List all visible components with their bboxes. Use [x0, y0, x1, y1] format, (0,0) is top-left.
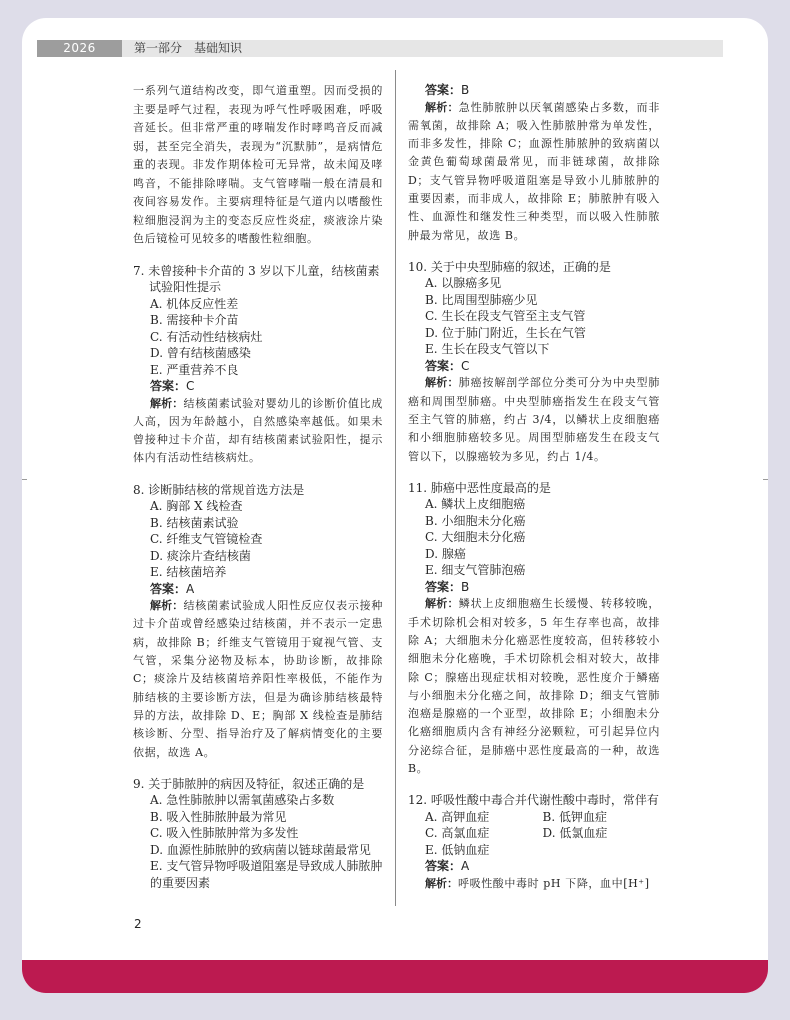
option: C. 高氯血症: [425, 826, 490, 841]
option: A. 机体反应性差: [150, 296, 239, 311]
question-block: [408, 480, 660, 778]
answer-line: [408, 579, 660, 596]
question-block: [408, 792, 660, 893]
option-row: [408, 825, 660, 842]
option: C. 生长在段支气管至主支气管: [425, 309, 586, 324]
option: C. 有活动性结核病灶: [150, 329, 263, 344]
spacer: [133, 249, 383, 263]
right-column: [408, 82, 660, 893]
question-block: [133, 482, 383, 762]
option: B. 结核菌素试验: [150, 515, 239, 530]
option: D. 低氯血症: [542, 826, 608, 841]
option-row: [408, 809, 660, 826]
question-stem: 7. 未曾接种卡介苗的 3 岁以下儿童，结核菌素试验阳性提示: [133, 263, 380, 294]
option: E. 细支气管肺泡癌: [425, 563, 526, 578]
spacer: [133, 468, 383, 482]
answer-line: [133, 581, 383, 598]
option: B. 比周围型肺癌少见: [425, 292, 538, 307]
question-stem: 8. 诊断肺结核的常规首选方法是: [133, 482, 305, 497]
part-title: 第一部分 基础知识: [134, 41, 243, 55]
answer-label: 答案：: [150, 581, 187, 596]
option: D. 腺癌: [425, 546, 466, 561]
analysis-text: [408, 99, 660, 245]
answer-block: [408, 82, 660, 245]
answer-label: 答案：: [425, 358, 462, 373]
bottom-color-band: [22, 960, 768, 993]
analysis-text: [133, 597, 383, 762]
option: B. 需接种卡介苗: [150, 313, 239, 327]
analysis-body: 呼吸性酸中毒时 pH 下降，血中[H⁺]: [458, 876, 650, 890]
answer-line: [408, 82, 660, 99]
answer-label: 答案：: [425, 859, 462, 874]
answer-line: [408, 358, 660, 375]
answer-line: [133, 378, 383, 395]
answer-line: [408, 858, 660, 875]
margin-tick: [763, 479, 768, 480]
analysis-body: 鳞状上皮细胞癌生长缓慢、转移较晚，手术切除机会相对较多，5 年生存率也高，故排除 A；大细胞未分化癌恶性度较高，但转移较小细胞未分化癌晚，手术切除机会相对较大，故排除 C；腺癌出现症状相对较晚，恶性度介于鳞癌与小细胞未分化癌之间，故排除 D；细支气管肺泡癌是腺癌的一个亚型，故排除 E；小细胞未分化癌细胞质内含有神经分泌颗粒，可引起异位内分泌综合征，是肺癌中恶性度最高的一种，故选 B。: [408, 597, 661, 776]
analysis-body: 急性肺脓肿以厌氧菌感染占多数，而非需氧菌，故排除 A；吸入性肺脓肿常为单发性，而非多发性，排除 C；血源性肺脓肿的致病菌以金黄色葡萄球菌最常见，而非链球菌，故排除 D；支气管异物呼吸道阻塞是导致小儿肺脓肿的重要因素，而非成人，故排除 E；肺脓肿有吸入性、血源性和继发性三种类型，而以吸入性肺脓肿最为常见，故选 B。: [408, 100, 661, 242]
spacer: [408, 466, 660, 480]
analysis-body: 结核菌素试验成人阳性反应仅表示接种过卡介苗或曾经感染过结核菌，并不表示一定患病，故排除 B；纤维支气管镜用于窥视气管、支气管，采集分泌物及标本，协助诊断，故排除 C；痰涂片及结核菌培养阳性率极低，不能作为肺结核的主要诊断方法，但是为确诊肺结核最特异的方法，故排除 D、E；胸部 X 线检查是肺结核诊断、分型、指导治疗及了解病情变化的主要依据，故选 A。: [133, 599, 384, 759]
answer-label: 答案：: [150, 379, 187, 393]
option: D. 位于肺门附近，生长在气管: [425, 325, 586, 340]
option: A. 胸部 X 线检查: [150, 499, 243, 514]
analysis-text: [408, 595, 660, 778]
answer-value: A: [461, 859, 470, 874]
option: E. 生长在段支气管以下: [425, 342, 550, 357]
continued-paragraph: 一系列气道结构改变，即气道重塑。因而受损的主要是呼气过程，表现为呼气性呼吸困难，呼吸音延长。但非常严重的哮喘发作时哮鸣音反而减弱，甚至完全消失，表现为“沉默肺”，是病情危重的表现。非发作期体检可无异常，故未闻及哮鸣音，不能排除哮喘。支气管哮喘一般在清晨和夜间容易发作。主要病理特征是气道内以嗜酸性粒细胞浸润为主的变态反应性炎症，痰液涂片染色后镜检可见较多的嗜酸性粒细胞。: [133, 84, 383, 245]
option: A. 以腺癌多见: [425, 276, 502, 291]
option: D. 曾有结核菌感染: [150, 346, 251, 360]
question-stem: 11. 肺癌中恶性度最高的是: [408, 480, 551, 495]
answer-value: A: [186, 581, 195, 596]
answer-value: C: [186, 379, 195, 393]
option: A. 急性肺脓肿以需氧菌感染占多数: [150, 793, 335, 808]
question-stem: 10. 关于中央型肺癌的叙述，正确的是: [408, 259, 611, 274]
analysis-label: 解析：: [425, 376, 459, 390]
option: E. 结核菌培养: [150, 565, 227, 580]
analysis-label: 解析：: [425, 100, 459, 114]
answer-label: 答案：: [425, 579, 462, 594]
spacer: [408, 778, 660, 792]
answer-value: B: [461, 83, 470, 97]
option: E. 低钠血症: [425, 842, 490, 857]
analysis-body: 肺癌按解剖学部位分类可分为中央型肺癌和周围型肺癌。中央型肺癌指发生在段支气管至主气管的肺癌，约占 3/4，以鳞状上皮细胞癌和小细胞肺癌较多见。周围型肺癌发生在段支气管以下，以腺癌较为多见，约占 1/4。: [408, 376, 661, 463]
question-block: [408, 259, 660, 466]
page-number: 2: [134, 917, 142, 931]
option: C. 大细胞未分化癌: [425, 530, 526, 545]
answer-label: 答案：: [425, 83, 462, 97]
question-block: [133, 263, 383, 468]
option: C. 吸入性肺脓肿常为多发性: [150, 826, 299, 841]
spacer: [408, 245, 660, 259]
answer-value: C: [461, 358, 470, 373]
analysis-label: 解析：: [150, 396, 184, 410]
option: D. 痰涂片查结核菌: [150, 548, 251, 563]
option: B. 小细胞未分化癌: [425, 513, 526, 528]
question-block: [133, 776, 383, 892]
analysis-label: 解析：: [425, 876, 458, 890]
option: A. 鳞状上皮细胞癌: [425, 497, 526, 512]
option: C. 纤维支气管镜检查: [150, 532, 263, 547]
option: D. 血源性肺脓肿的致病菌以链球菌最常见: [150, 842, 371, 857]
spacer: [133, 762, 383, 776]
left-column: [133, 82, 383, 891]
margin-tick: [22, 479, 27, 480]
column-divider: [395, 70, 396, 906]
analysis-text: [408, 875, 660, 893]
option: E. 严重营养不良: [150, 362, 239, 377]
analysis-text: [133, 395, 383, 468]
analysis-label: 解析：: [425, 597, 459, 611]
year-label: 2026: [37, 40, 122, 57]
question-stem: 12. 呼吸性酸中毒合并代谢性酸中毒时，常伴有: [408, 793, 659, 808]
option: B. 吸入性肺脓肿最为常见: [150, 809, 287, 824]
question-stem: 9. 关于肺脓肿的病因及特征，叙述正确的是: [133, 776, 365, 791]
analysis-text: [408, 374, 660, 465]
option: E. 支气管异物呼吸道阻塞是导致成人肺脓肿的重要因素: [150, 859, 383, 890]
answer-value: B: [461, 579, 470, 594]
analysis-body: 结核菌素试验对婴幼儿的诊断价值比成人高，因为年龄越小，自然感染率越低。如果未曾接种过卡介苗，却有结核菌素试验阳性，提示体内有活动性结核病灶。: [133, 396, 384, 465]
option: A. 高钾血症: [425, 809, 490, 824]
analysis-label: 解析：: [150, 599, 184, 613]
option: B. 低钾血症: [542, 809, 607, 824]
option-row: [408, 842, 660, 859]
